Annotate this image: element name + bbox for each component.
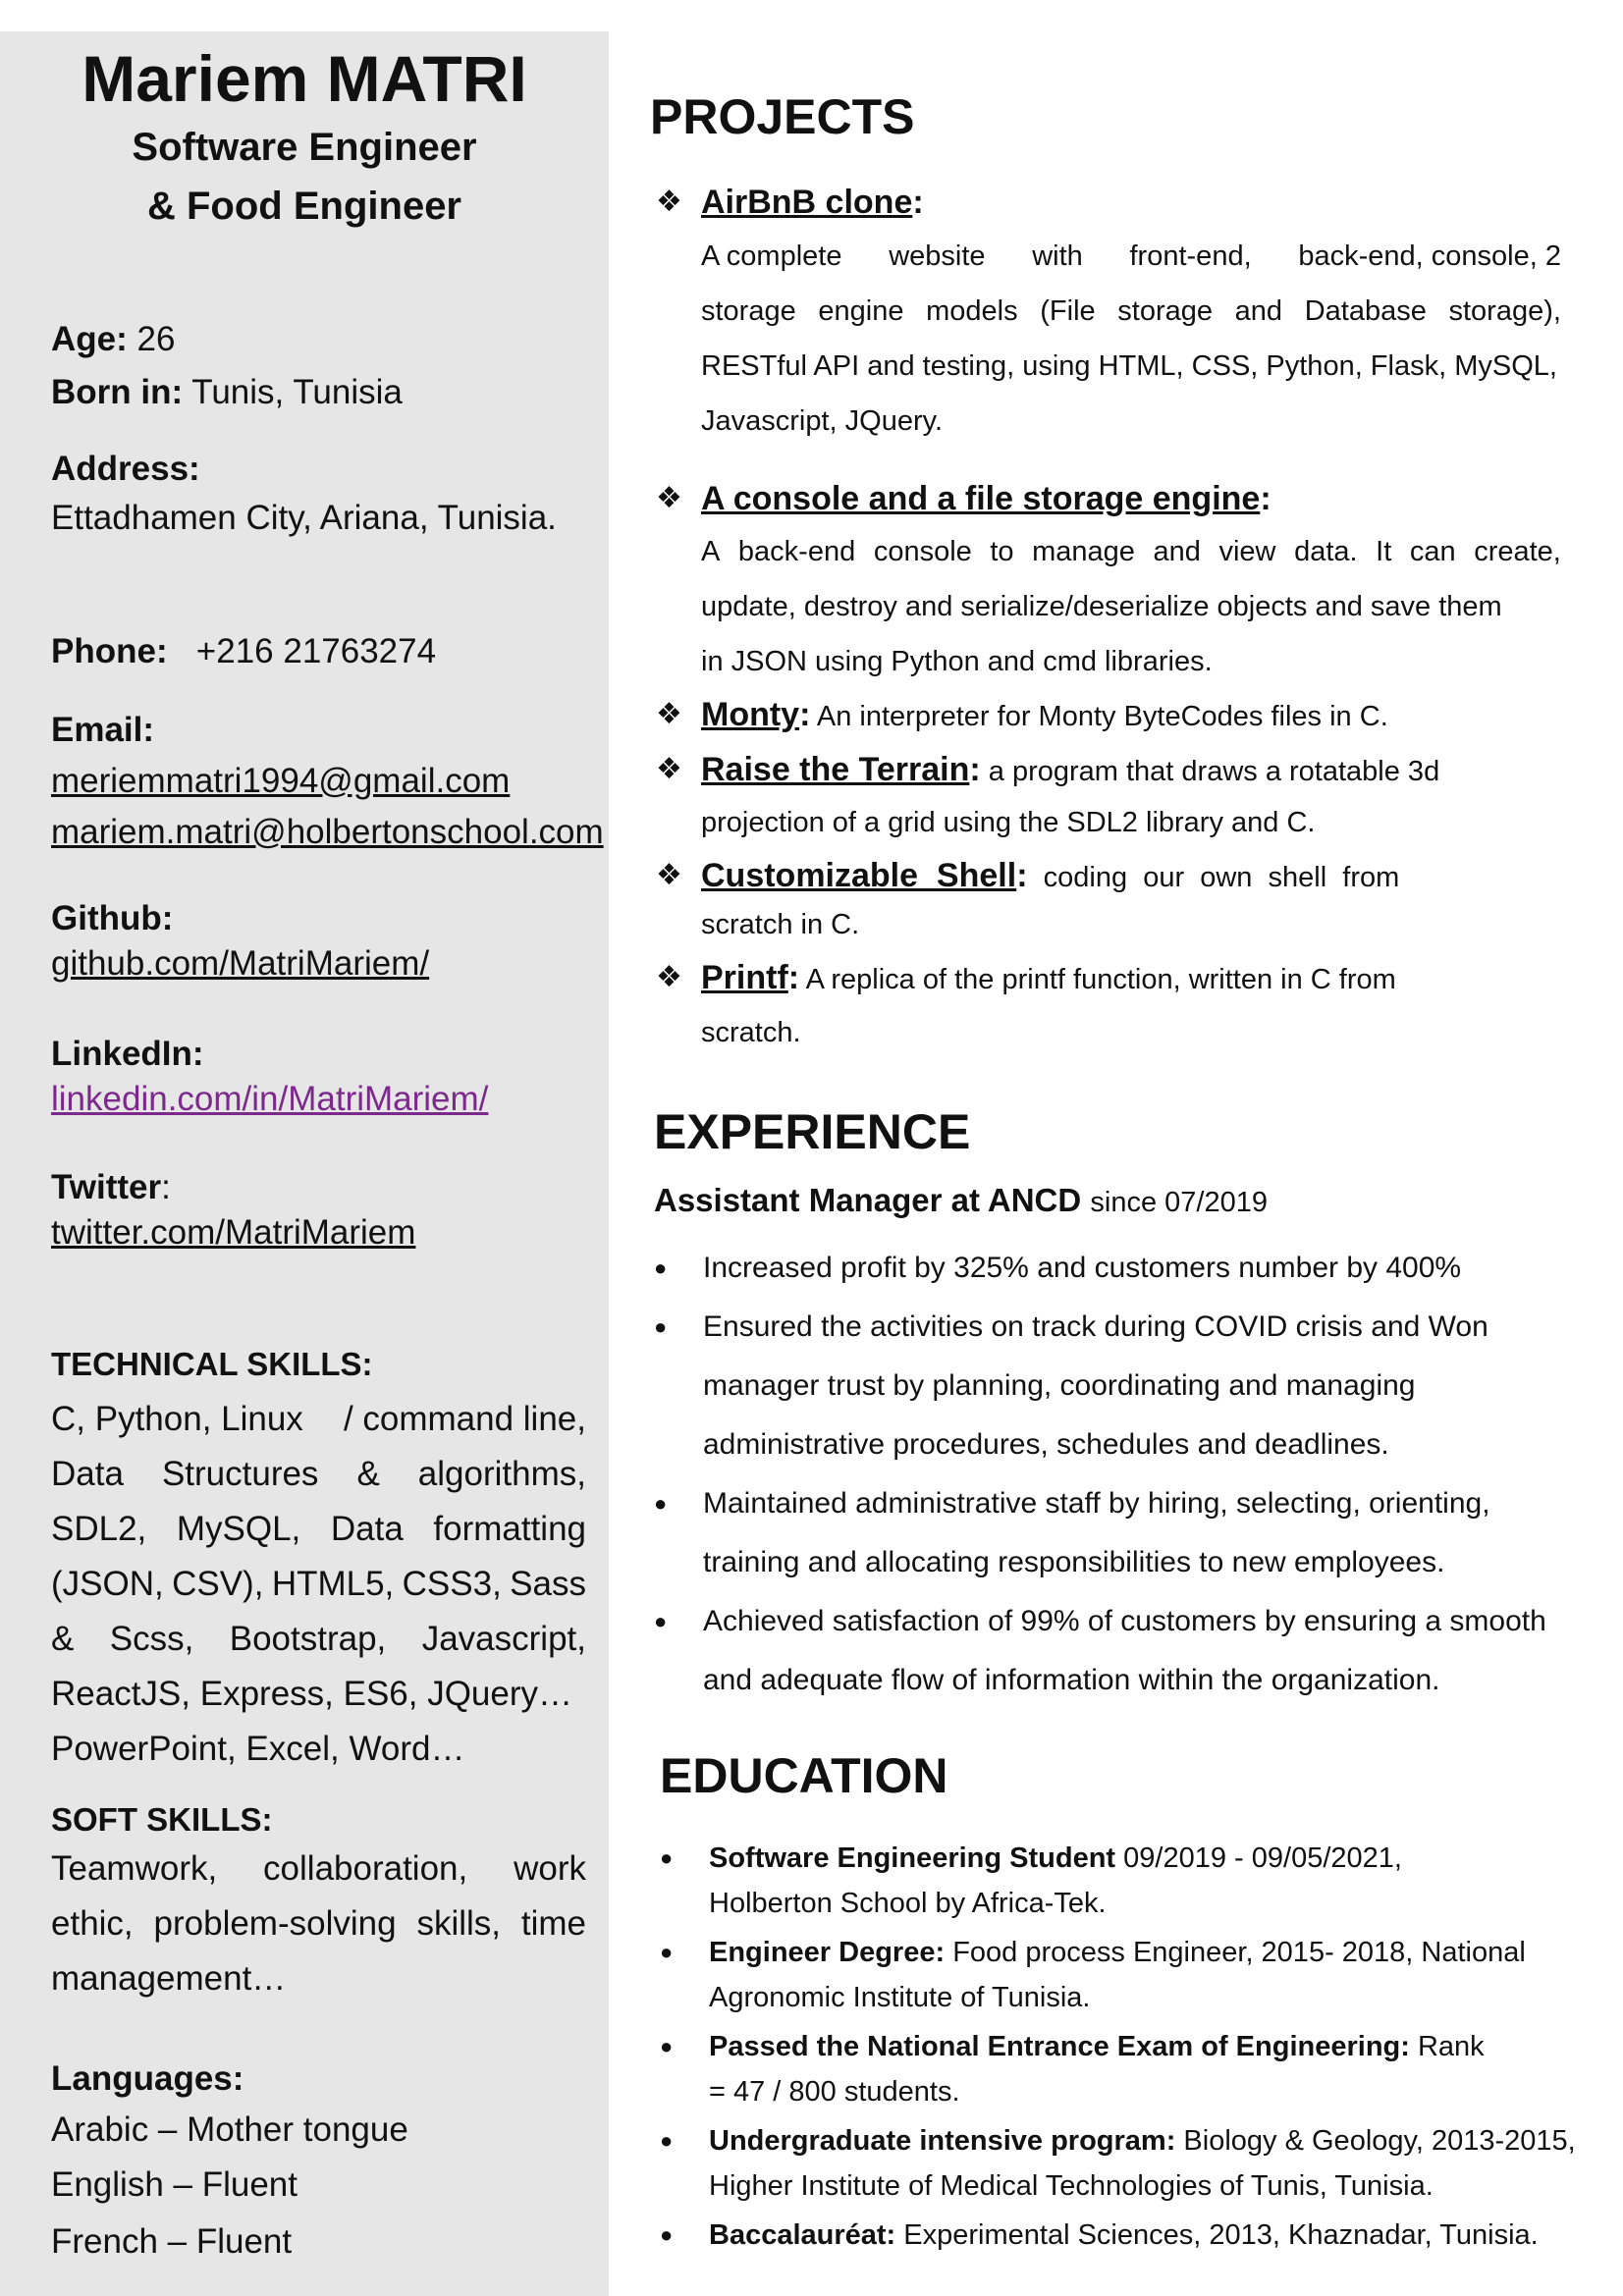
word: Sass — [510, 1565, 586, 1603]
job-title-line1: Software Engineer — [132, 126, 477, 169]
word: work — [514, 1849, 586, 1888]
word: Scss, — [109, 1620, 194, 1658]
age-row — [51, 312, 586, 367]
education-detail: 09/2019 - 09/05/2021, — [1115, 1842, 1402, 1874]
project-title-monty: Monty — [701, 696, 800, 733]
email-label: Email: — [51, 711, 155, 749]
project-desc-airbnb — [701, 229, 1561, 449]
born-value: Tunis, Tunisia — [191, 373, 403, 411]
word: Data — [51, 1455, 124, 1493]
education-detail: Rank — [1409, 2031, 1485, 2062]
email-link-1[interactable]: meriemmatri1994@gmail.com — [51, 762, 511, 800]
project-title-shell: Customizable Shell — [701, 857, 1017, 894]
list-item — [660, 1930, 1593, 2020]
text-line — [701, 634, 1561, 689]
languages-label: Languages: — [51, 2059, 244, 2098]
word: A complete — [701, 240, 842, 272]
address-label: Address: — [51, 450, 200, 488]
word: manage — [1032, 536, 1135, 567]
word: ethic, — [51, 1904, 134, 1943]
word: It — [1376, 536, 1392, 567]
project-airbnb: ❖ AirBnB clone: — [656, 175, 1579, 234]
word: Bootstrap, — [229, 1620, 387, 1658]
education-line-2: Agronomic Institute of Tunisia. — [709, 1982, 1091, 2013]
job-title-line2: & Food Engineer — [147, 185, 461, 228]
list-item-line: manager trust by planning, coordinating and managing — [703, 1369, 1416, 1402]
word: can — [1409, 536, 1456, 567]
word: CSS3, — [402, 1565, 502, 1603]
education-title: Passed the National Entrance Exam of Engineering: — [709, 2031, 1410, 2062]
word: console — [873, 536, 972, 567]
linkedin-label: LinkedIn: — [51, 1035, 204, 1073]
email-link-2[interactable]: mariem.matri@holbertonschool.com — [51, 813, 604, 851]
round-bullet-icon: ● — [660, 1940, 674, 1964]
education-line — [709, 1836, 1593, 1881]
age-value: 26 — [136, 320, 176, 358]
text-line — [701, 284, 1561, 339]
linkedin-link[interactable]: linkedin.com/in/MatriMariem/ — [51, 1080, 489, 1118]
diamond-bullet-icon: ❖ — [656, 859, 682, 891]
project-desc-terrain: a program that draws a rotatable 3d — [988, 756, 1440, 787]
education-detail: Food process Engineer, 2015- 2018, National — [945, 1937, 1526, 1968]
list-item-line: Maintained administrative staff by hiring, selecting, orienting, — [703, 1487, 1490, 1520]
word: Data — [330, 1510, 404, 1548]
word: website — [889, 240, 986, 272]
word: (File — [1040, 295, 1096, 327]
education-line-2: Holberton School by Africa-Tek. — [709, 1888, 1107, 1919]
project-console: ❖ A console and a file storage engine: — [656, 471, 1579, 530]
word: with — [1032, 240, 1083, 272]
word: storage), — [1448, 295, 1561, 327]
word: data. — [1294, 536, 1358, 567]
round-bullet-icon: ● — [660, 1845, 674, 1870]
education-line — [709, 1930, 1593, 1975]
word: (JSON, — [51, 1565, 164, 1603]
word: update, destroy and serialize/deserialize objects and save them — [701, 591, 1502, 622]
list-item — [660, 2213, 1593, 2258]
project-desc-shell: coding our own shell from — [1043, 862, 1400, 893]
word: collaboration, — [263, 1849, 468, 1888]
education-title: Undergraduate intensive program: — [709, 2125, 1176, 2157]
word: / command line, — [343, 1400, 586, 1438]
phone-row — [51, 624, 586, 679]
project-title-console: A console and a file storage engine — [701, 480, 1261, 517]
project-desc-shell-2: scratch in C. — [701, 909, 860, 940]
experience-since: since 07/2019 — [1090, 1187, 1268, 1218]
soft-skills-text — [51, 1842, 586, 2006]
twitter-link[interactable]: twitter.com/MatriMariem — [51, 1213, 416, 1252]
list-item-line: administrative procedures, schedules and deadlines. — [703, 1428, 1389, 1461]
list-item — [660, 2118, 1593, 2209]
diamond-bullet-icon: ❖ — [656, 753, 682, 785]
project-title-printf: Printf — [701, 959, 788, 996]
word: storage — [1117, 295, 1214, 327]
list-item-line: and adequate flow of information within the organization. — [703, 1664, 1440, 1696]
word: front-end, — [1129, 240, 1252, 272]
word: Teamwork, — [51, 1849, 218, 1888]
text-line — [51, 1842, 586, 1896]
word: PowerPoint, Excel, Word… — [51, 1730, 465, 1768]
education-line — [709, 2213, 1593, 2258]
list-item — [660, 2024, 1593, 2114]
round-bullet-icon: ● — [654, 1491, 668, 1516]
word: storage — [701, 295, 796, 327]
language-french: French – Fluent — [51, 2222, 293, 2261]
word: to — [990, 536, 1014, 567]
education-title: Engineer Degree: — [709, 1937, 946, 1968]
experience-role: Assistant Manager at ANCD — [654, 1182, 1082, 1218]
word: Javascript, — [421, 1620, 586, 1658]
education-title: Software Engineering Student — [709, 1842, 1116, 1874]
text-line — [701, 229, 1561, 284]
text-line — [51, 1447, 586, 1502]
technical-skills-text — [51, 1392, 586, 1777]
education-detail: Biology & Geology, 2013-2015, — [1175, 2125, 1576, 2157]
word: RESTful API and testing, using HTML, CSS, Python, Flask, MySQL, — [701, 350, 1557, 382]
word: problem-solving — [153, 1904, 397, 1943]
project-title-airbnb: AirBnB clone — [701, 184, 913, 221]
list-item — [654, 1592, 1577, 1710]
diamond-bullet-icon: ❖ — [656, 961, 682, 993]
word: ReactJS, Express, ES6, JQuery… — [51, 1675, 573, 1713]
project-desc-printf-2: scratch. — [701, 1017, 801, 1048]
list-item-line: Achieved satisfaction of 99% of customers by ensuring a smooth — [703, 1605, 1546, 1637]
list-item — [654, 1474, 1577, 1592]
project-desc-terrain-2: projection of a grid using the SDL2 library and C. — [701, 807, 1316, 838]
born-label: Born in: — [51, 373, 184, 411]
round-bullet-icon: ● — [660, 2034, 674, 2058]
word: create, — [1474, 536, 1561, 567]
text-line — [701, 394, 1561, 449]
education-detail: Experimental Sciences, 2013, Khaznadar, Tunisia. — [895, 2219, 1539, 2251]
text-line — [51, 1392, 586, 1447]
word: Database — [1304, 295, 1427, 327]
soft-skills-label: SOFT SKILLS: — [51, 1801, 273, 1838]
round-bullet-icon: ● — [654, 1609, 668, 1633]
address-value: Ettadhamen City, Ariana, Tunisia. — [51, 499, 557, 537]
list-item — [654, 1298, 1577, 1474]
language-english: English – Fluent — [51, 2165, 298, 2204]
education-line-2: = 47 / 800 students. — [709, 2076, 960, 2108]
candidate-name: Mariem MATRI — [81, 42, 527, 115]
education-heading: EDUCATION — [660, 1748, 948, 1803]
text-line — [51, 1951, 586, 2006]
word: back-end — [737, 536, 856, 567]
word: management… — [51, 1959, 287, 1998]
diamond-bullet-icon: ❖ — [656, 482, 682, 514]
word: back-end, console, 2 — [1298, 240, 1561, 272]
word: & — [356, 1455, 380, 1493]
text-line — [51, 1502, 586, 1557]
born-row — [51, 365, 586, 420]
text-line — [51, 1612, 586, 1667]
github-link[interactable]: github.com/MatriMariem/ — [51, 944, 430, 983]
education-line — [709, 2118, 1593, 2163]
education-line-2: Higher Institute of Medical Technologies of Tunis, Tunisia. — [709, 2170, 1434, 2202]
word: Structures — [161, 1455, 319, 1493]
word: view — [1218, 536, 1276, 567]
word: C, Python, Linux — [51, 1400, 303, 1438]
word: A — [701, 536, 721, 567]
word: engine — [818, 295, 904, 327]
technical-skills-label: TECHNICAL SKILLS: — [51, 1346, 373, 1382]
text-line — [51, 1557, 586, 1612]
word: and — [1234, 295, 1283, 327]
education-line — [709, 2024, 1593, 2069]
text-line — [51, 1722, 586, 1777]
github-label: Github: — [51, 899, 174, 937]
project-desc-monty: An interpreter for Monty ByteCodes files in C. — [816, 701, 1388, 732]
diamond-bullet-icon: ❖ — [656, 698, 682, 730]
text-line — [701, 524, 1561, 579]
text-line — [701, 579, 1561, 634]
round-bullet-icon: ● — [660, 2128, 674, 2153]
word: & — [51, 1620, 75, 1658]
word: skills, — [416, 1904, 501, 1943]
text-line — [701, 339, 1561, 394]
word: algorithms, — [417, 1455, 586, 1493]
word: Javascript, JQuery. — [701, 405, 944, 437]
word: SDL2, — [51, 1510, 147, 1548]
list-item — [654, 1239, 1577, 1298]
word: MySQL, — [176, 1510, 301, 1548]
round-bullet-icon: ● — [654, 1255, 668, 1280]
text-line — [51, 1667, 586, 1722]
word: models — [926, 295, 1018, 327]
projects-heading: PROJECTS — [650, 89, 915, 144]
round-bullet-icon: ● — [660, 2222, 674, 2247]
phone-value: +216 21763274 — [195, 632, 437, 670]
education-title: Baccalauréat: — [709, 2219, 896, 2251]
list-item — [660, 1836, 1593, 1926]
word: and — [1153, 536, 1201, 567]
diamond-bullet-icon: ❖ — [656, 186, 682, 218]
word: HTML5, — [271, 1565, 395, 1603]
age-label: Age: — [51, 320, 128, 358]
word: in JSON using Python and cmd libraries. — [701, 646, 1213, 677]
word: CSV), — [172, 1565, 264, 1603]
phone-label: Phone: — [51, 632, 168, 670]
list-item-line: training and allocating responsibilities to new employees. — [703, 1546, 1445, 1578]
twitter-label: Twitter: — [51, 1168, 171, 1206]
experience-role-row — [654, 1182, 1268, 1219]
experience-heading: EXPERIENCE — [654, 1104, 971, 1159]
project-title-terrain: Raise the Terrain — [701, 751, 970, 788]
project-desc-console — [701, 524, 1561, 689]
word: time — [520, 1904, 586, 1943]
text-line — [51, 1896, 586, 1951]
round-bullet-icon: ● — [654, 1314, 668, 1339]
language-arabic: Arabic – Mother tongue — [51, 2110, 408, 2149]
word: formatting — [433, 1510, 586, 1548]
project-desc-printf: A replica of the printf function, written in C from — [805, 964, 1396, 995]
list-item-line: Increased profit by 325% and customers number by 400% — [703, 1252, 1462, 1284]
list-item-line: Ensured the activities on track during COVID crisis and Won — [703, 1310, 1488, 1343]
